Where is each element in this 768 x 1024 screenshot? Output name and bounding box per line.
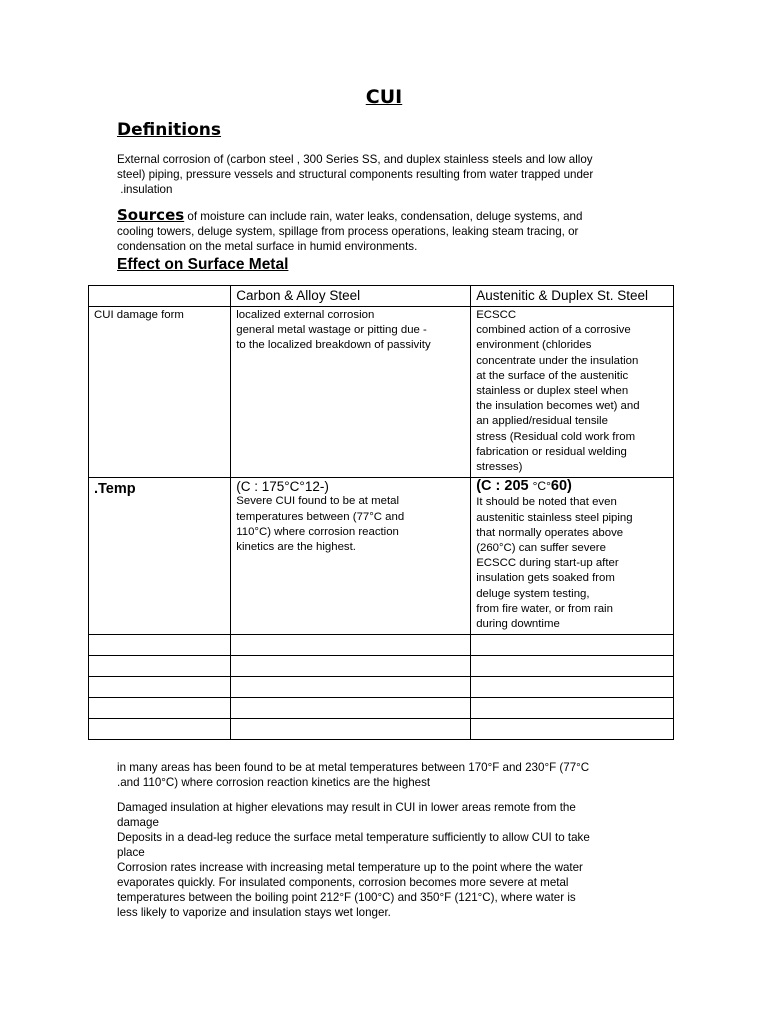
temp-carbon-range: (C : 175°C°12-) (236, 479, 329, 495)
empty-cell (471, 635, 674, 656)
range-part: °C° (532, 479, 551, 494)
table-row-empty (89, 698, 674, 719)
effect-table (88, 285, 674, 740)
cell-line: stress (Residual cold work from (476, 430, 636, 443)
empty-cell (231, 677, 471, 698)
cell-line: austenitic stainless steel piping (476, 511, 633, 524)
table-row-temp (89, 478, 674, 635)
table-row-empty (89, 677, 674, 698)
cell-line: It should be noted that even (476, 496, 617, 509)
notes-line: Deposits in a dead-leg reduce the surface metal temperature sufficiently to allow CUI to take (117, 831, 590, 844)
temp-austenitic (471, 478, 674, 635)
cell-line: insulation gets soaked from (476, 572, 615, 585)
empty-cell (89, 698, 231, 719)
cell-line: fabrication or residual welding (476, 445, 627, 458)
cell-line: to the localized breakdown of passivity (236, 339, 431, 352)
notes-line: Damaged insulation at higher elevations may result in CUI in lower areas remote from the (117, 801, 576, 814)
cell-line: an applied/residual tensile (476, 415, 608, 428)
notes-paragraph-1 (117, 760, 657, 790)
cell-line: the insulation becomes wet) and (476, 400, 640, 413)
notes-line: damage (117, 816, 159, 829)
definitions-heading: Definitions (117, 120, 222, 140)
definitions-line: .insulation (117, 183, 173, 196)
effect-heading: Effect on Surface Metal (117, 256, 289, 273)
empty-cell (471, 698, 674, 719)
cell-line: general metal wastage or pitting due - (236, 324, 427, 337)
notes-paragraph-2 (117, 800, 657, 920)
table-header-austenitic: Austenitic & Duplex St. Steel (471, 286, 674, 307)
temp-austenitic-range (476, 479, 668, 495)
table-header-row (89, 286, 674, 307)
cell-line: kinetics are the highest. (236, 541, 356, 554)
cell-line: (260°C) can suffer severe (476, 542, 606, 555)
sources-paragraph (117, 208, 657, 254)
sources-line: condensation on the metal surface in humid environments. (117, 240, 418, 253)
table-header-cell (89, 286, 231, 307)
sources-first-line (117, 208, 657, 224)
notes-line: Corrosion rates increase with increasing metal temperature up to the point where the water (117, 861, 583, 874)
empty-cell (471, 656, 674, 677)
cell-line: Severe CUI found to be at metal (236, 495, 399, 508)
range-part: 60) (550, 478, 572, 495)
notes-line: place (117, 846, 145, 859)
empty-cell (231, 719, 471, 740)
table-row-damage-form (89, 307, 674, 478)
cell-line: 110°C) where corrosion reaction (236, 525, 399, 538)
cell-line: localized external corrosion (236, 309, 375, 321)
sources-line: of moisture can include rain, water leaks, condensation, deluge systems, and (184, 210, 583, 223)
cell-line: concentrate under the insulation (476, 354, 639, 367)
cell-line: at the surface of the austenitic (476, 369, 629, 382)
temp-label: .Temp (89, 478, 231, 635)
cell-line: ECSCC (476, 309, 517, 321)
definitions-line: External corrosion of (carbon steel , 300 Series SS, and duplex stainless steels and low alloy (117, 153, 593, 166)
empty-cell (231, 656, 471, 677)
empty-cell (231, 635, 471, 656)
temp-carbon (231, 478, 471, 635)
definitions-paragraph (117, 152, 657, 197)
cell-line: from fire water, or from rain (476, 602, 613, 615)
empty-cell (231, 698, 471, 719)
notes-line: .and 110°C) where corrosion reaction kinetics are the highest (117, 776, 431, 789)
empty-cell (89, 677, 231, 698)
empty-cell (89, 719, 231, 740)
cell-line: environment (chlorides (476, 339, 592, 352)
empty-cell (471, 677, 674, 698)
notes-line: temperatures between the boiling point 212°F (100°C) and 350°F (121°C), where water is (117, 891, 576, 904)
table-row-empty (89, 656, 674, 677)
notes-line: less likely to vaporize and insulation stays wet longer. (117, 906, 391, 919)
sources-line: cooling towers, deluge system, spillage from process operations, leaking steam tracing, or (117, 225, 579, 238)
empty-cell (89, 635, 231, 656)
notes-line: in many areas has been found to be at metal temperatures between 170°F and 230°F (77°C (117, 761, 590, 774)
cell-line: that normally operates above (476, 526, 624, 539)
cell-line: during downtime (476, 618, 560, 631)
page-title: CUI (365, 86, 403, 108)
damage-form-carbon (231, 307, 471, 478)
empty-cell (89, 656, 231, 677)
sources-heading: Sources (117, 206, 185, 224)
table-row-empty (89, 635, 674, 656)
cell-line: combined action of a corrosive (476, 324, 631, 337)
cell-line: ECSCC during start-up after (476, 557, 619, 570)
cell-line: stainless or duplex steel when (476, 385, 629, 398)
cell-line: deluge system testing, (476, 587, 590, 600)
cell-line: temperatures between (77°C and (236, 510, 405, 523)
definitions-line: steel) piping, pressure vessels and structural components resulting from water trapped under (117, 168, 594, 181)
damage-form-label: CUI damage form (89, 307, 231, 478)
notes-line: evaporates quickly. For insulated components, corrosion becomes more severe at metal (117, 876, 569, 889)
damage-form-austenitic (471, 307, 674, 478)
cell-line: stresses) (476, 461, 523, 474)
empty-cell (471, 719, 674, 740)
table-header-carbon: Carbon & Alloy Steel (231, 286, 471, 307)
range-part: (C : 205 (476, 478, 533, 495)
table-row-empty (89, 719, 674, 740)
